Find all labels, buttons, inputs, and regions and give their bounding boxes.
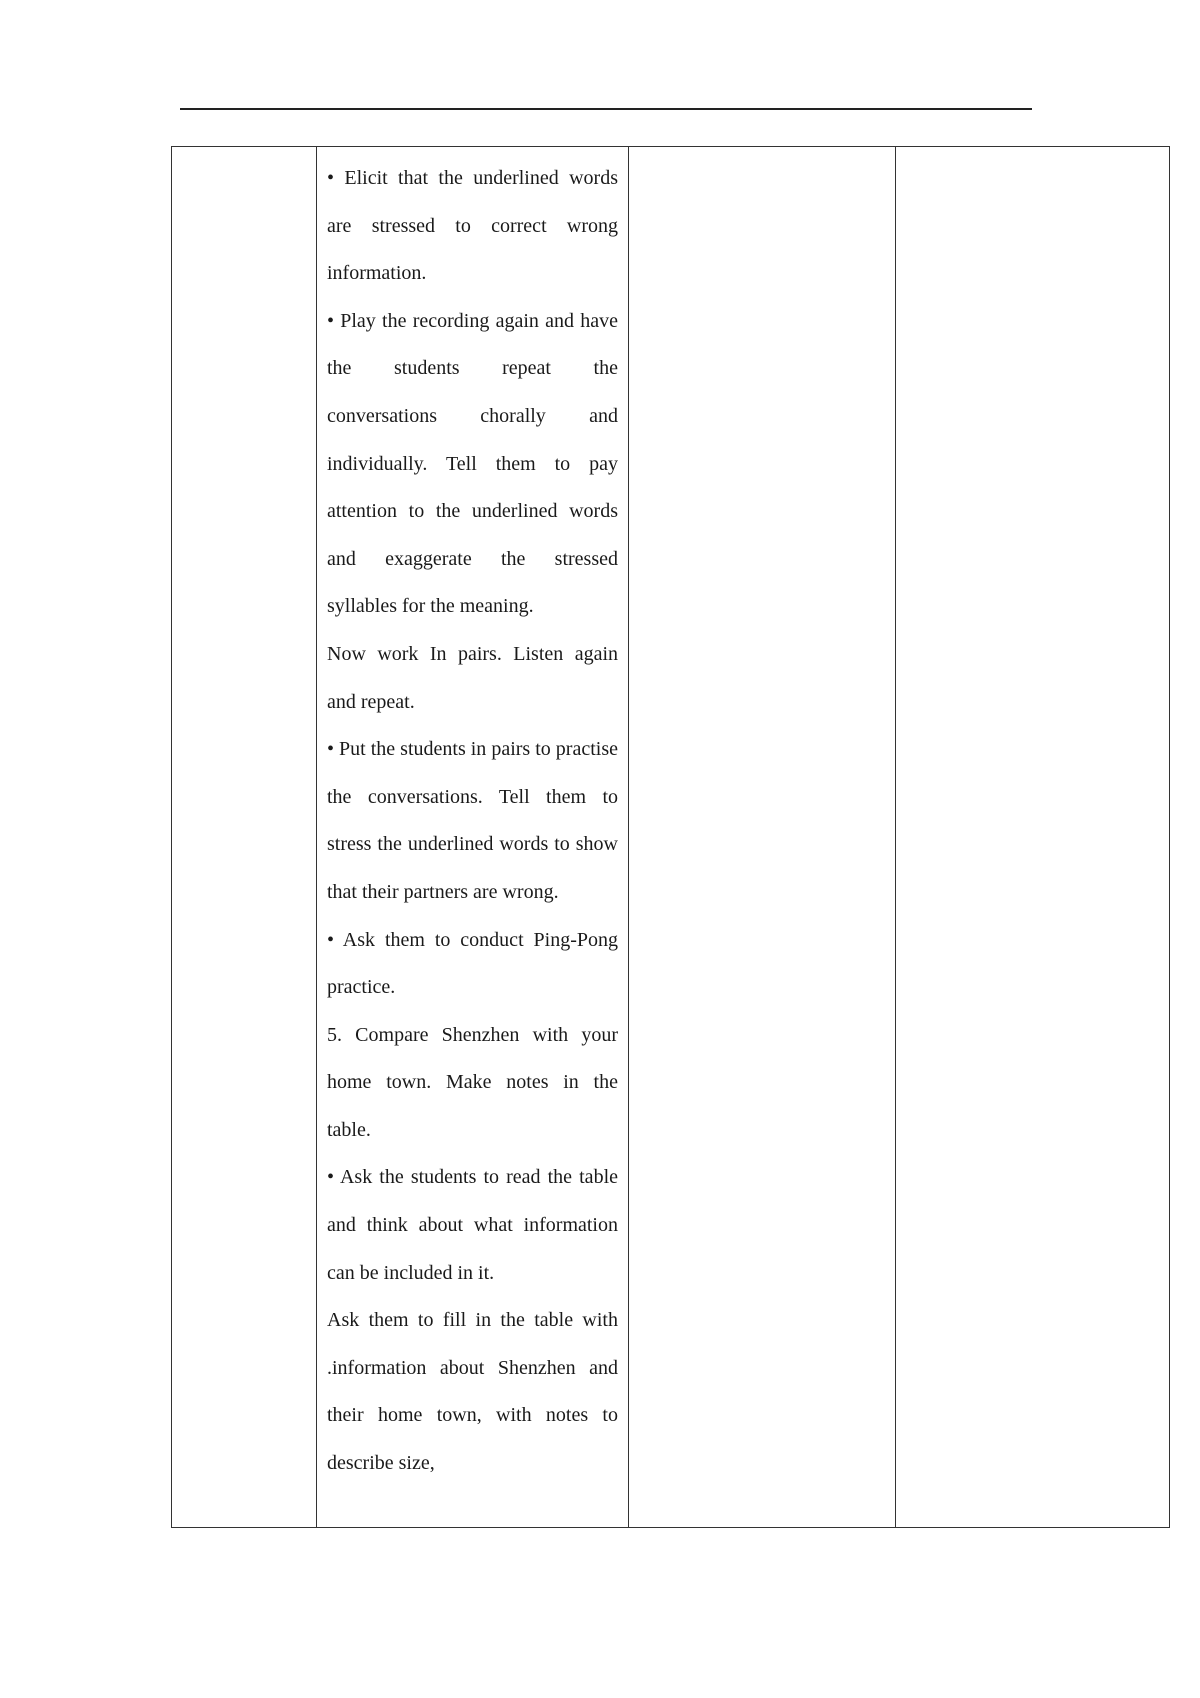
activity-paragraph: 5. Compare Shenzhen with your home town. Make notes in the table. <box>327 1023 618 1141</box>
notes-cell <box>896 147 1170 1528</box>
activity-paragraph: • Ask the students to read the table and think about what information can be included in it. <box>327 1166 618 1284</box>
activity-paragraph: Now work In pairs. Listen again and repeat. <box>327 642 618 713</box>
activity-paragraph: • Play the recording again and have the students repeat the conversations chorally and individually. Tell them to pay attention to the underlined words and exaggerate the stressed syllables for the meaning. <box>327 309 618 618</box>
purpose-cell <box>629 147 896 1528</box>
activity-cell <box>317 147 629 1528</box>
stage-cell <box>172 147 317 1528</box>
activity-paragraph: • Elicit that the underlined words are stressed to correct wrong information. <box>327 167 618 285</box>
lesson-plan-table <box>171 146 1170 1528</box>
header-rule <box>180 108 1032 110</box>
table-row <box>172 147 1170 1528</box>
activity-paragraph: Ask them to fill in the table with .information about Shenzhen and their home town, with notes to describe size, <box>327 1309 618 1475</box>
activity-paragraph: • Ask them to conduct Ping-Pong practice. <box>327 928 618 999</box>
activity-content <box>317 147 628 1527</box>
activity-paragraph: • Put the students in pairs to practise the conversations. Tell them to stress the underlined words to show that their partners are wrong. <box>327 738 618 903</box>
